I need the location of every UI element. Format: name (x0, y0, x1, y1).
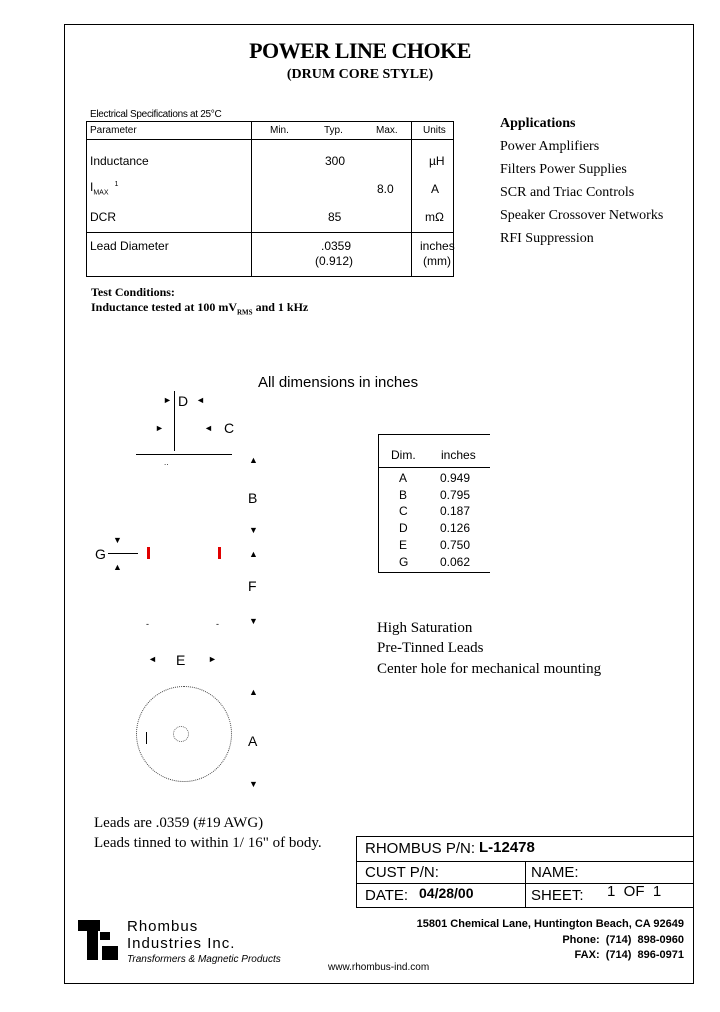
note-line: Leads tinned to within 1/ 16" of body. (94, 835, 322, 851)
drawing-mark: .. (164, 458, 169, 467)
spec-param: Inductance (90, 154, 149, 168)
spec-col-parameter: Parameter (90, 125, 137, 136)
drawing-mark (146, 732, 147, 744)
drawing-mark: - (216, 619, 219, 629)
spec-typ: 300 (325, 154, 346, 168)
dimension-table-rule (379, 467, 490, 468)
lead-marker (218, 547, 221, 559)
dimension-label-e: E (176, 652, 186, 668)
dim-row-value: 0.795 (440, 488, 471, 502)
applications-title: Applications (500, 116, 576, 131)
dim-row-value: 0.062 (440, 555, 471, 569)
dimension-label-g: G (95, 546, 106, 562)
spec-param: DCR (90, 210, 116, 224)
company-tagline: Transformers & Magnetic Products (127, 954, 281, 965)
sheet-label: SHEET: (531, 887, 584, 904)
spec-col-max: Max. (376, 125, 398, 136)
spec-typ: .0359 (321, 239, 352, 253)
dim-row-value: 0.126 (440, 521, 471, 535)
dimension-line (108, 553, 138, 554)
dimension-table (378, 434, 490, 573)
arrow-up-icon: ▲ (113, 562, 122, 572)
spec-col-typ: Typ. (324, 125, 343, 136)
arrow-right-icon: ► (163, 395, 172, 405)
dim-row-letter: G (399, 555, 409, 569)
spec-unit-mm: (mm) (423, 254, 451, 268)
document-subtitle: (DRUM CORE STYLE) (286, 67, 434, 82)
lead-marker (147, 547, 150, 559)
spec-unit: A (431, 182, 440, 196)
arrow-down-icon: ▼ (249, 525, 258, 535)
dimension-label-c: C (224, 420, 235, 436)
arrow-left-icon: ◄ (204, 423, 213, 433)
title-block-divider (525, 861, 526, 907)
cust-pn-label: CUST P/N: (365, 864, 439, 881)
spec-section-rule (87, 232, 453, 233)
center-hole (173, 726, 189, 742)
dim-row-letter: A (399, 471, 408, 485)
spec-typ: 85 (328, 210, 342, 224)
dim-row-letter: B (399, 488, 408, 502)
arrow-down-icon: ▼ (249, 779, 258, 789)
spec-typ-mm: (0.912) (315, 254, 354, 268)
spec-divider (251, 122, 252, 276)
date-label: DATE: (365, 887, 409, 904)
title-block (356, 836, 694, 908)
document-title: POWER LINE CHOKE (249, 38, 471, 63)
dim-header-dim: Dim. (391, 448, 416, 462)
company-name-line2: Industries Inc. (127, 935, 236, 952)
spec-divider (411, 122, 412, 276)
spec-col-units: Units (423, 125, 446, 136)
spec-col-min: Min. (270, 125, 289, 136)
arrow-right-icon: ► (208, 654, 217, 664)
spec-param: Lead Diameter (90, 239, 169, 253)
dim-row-value: 0.949 (440, 471, 471, 485)
part-number-value: L-12478 (479, 839, 535, 856)
company-fax: FAX: (714) 896-0971 (574, 949, 684, 961)
dim-row-letter: D (399, 521, 408, 535)
spec-param: $I_{MAX}^1$ (90, 180, 119, 197)
arrow-left-icon: ◄ (196, 395, 205, 405)
dim-row-letter: C (399, 504, 408, 518)
arrow-left-icon: ◄ (148, 654, 157, 664)
dimension-label-a: A (248, 733, 258, 749)
spec-unit: mΩ (425, 210, 444, 224)
arrow-down-icon: ▼ (249, 616, 258, 626)
date-value: 04/28/00 (419, 885, 474, 901)
spec-unit: µH (429, 154, 445, 168)
spec-unit: inches (420, 239, 455, 253)
feature-item: High Saturation (377, 620, 473, 636)
company-logo-icon (78, 918, 122, 964)
sheet-value: 1 OF 1 (607, 883, 662, 900)
spec-header-rule (87, 139, 453, 140)
arrow-up-icon: ▲ (249, 687, 258, 697)
company-name-line1: Rhombus (127, 918, 199, 935)
company-website[interactable]: www.rhombus-ind.com (328, 962, 430, 973)
part-number-label: RHOMBUS P/N: (365, 840, 476, 857)
spec-table-caption: Electrical Specifications at 25°C (90, 109, 222, 120)
arrow-down-icon: ▼ (113, 535, 122, 545)
test-conditions-line: Inductance tested at 100 $mV_{RMS}$ and 1 kHz (91, 300, 309, 317)
company-address: 15801 Chemical Lane, Huntington Beach, CA 92649 (416, 918, 684, 930)
arrow-up-icon: ▲ (249, 455, 258, 465)
spec-max: 8.0 (377, 182, 394, 196)
dimensions-title: All dimensions in inches (258, 374, 419, 391)
dimension-line (136, 454, 232, 455)
arrow-up-icon: ▲ (249, 549, 258, 559)
application-item: Speaker Crossover Networks (500, 208, 664, 223)
test-conditions-title: Test Conditions: (91, 285, 175, 299)
dim-row-letter: E (399, 538, 408, 552)
dim-header-inches: inches (441, 448, 476, 462)
application-item: Filters Power Supplies (500, 162, 627, 177)
dimension-line (174, 391, 175, 451)
spec-table (86, 121, 454, 277)
company-phone: Phone: (714) 898-0960 (562, 934, 684, 946)
drawing-mark: - (146, 619, 149, 629)
dim-row-value: 0.750 (440, 538, 471, 552)
note-line: Leads are .0359 (#19 AWG) (94, 815, 264, 831)
feature-item: Center hole for mechanical mounting (377, 661, 602, 677)
application-item: SCR and Triac Controls (500, 185, 635, 200)
arrow-right-icon: ► (155, 423, 164, 433)
name-label: NAME: (531, 864, 579, 881)
application-item: RFI Suppression (500, 231, 594, 246)
application-item: Power Amplifiers (500, 139, 600, 154)
feature-item: Pre-Tinned Leads (377, 640, 484, 656)
dimension-label-b: B (248, 490, 258, 506)
dimension-label-f: F (248, 578, 257, 594)
dimension-label-d: D (178, 393, 189, 409)
dim-row-value: 0.187 (440, 504, 471, 518)
